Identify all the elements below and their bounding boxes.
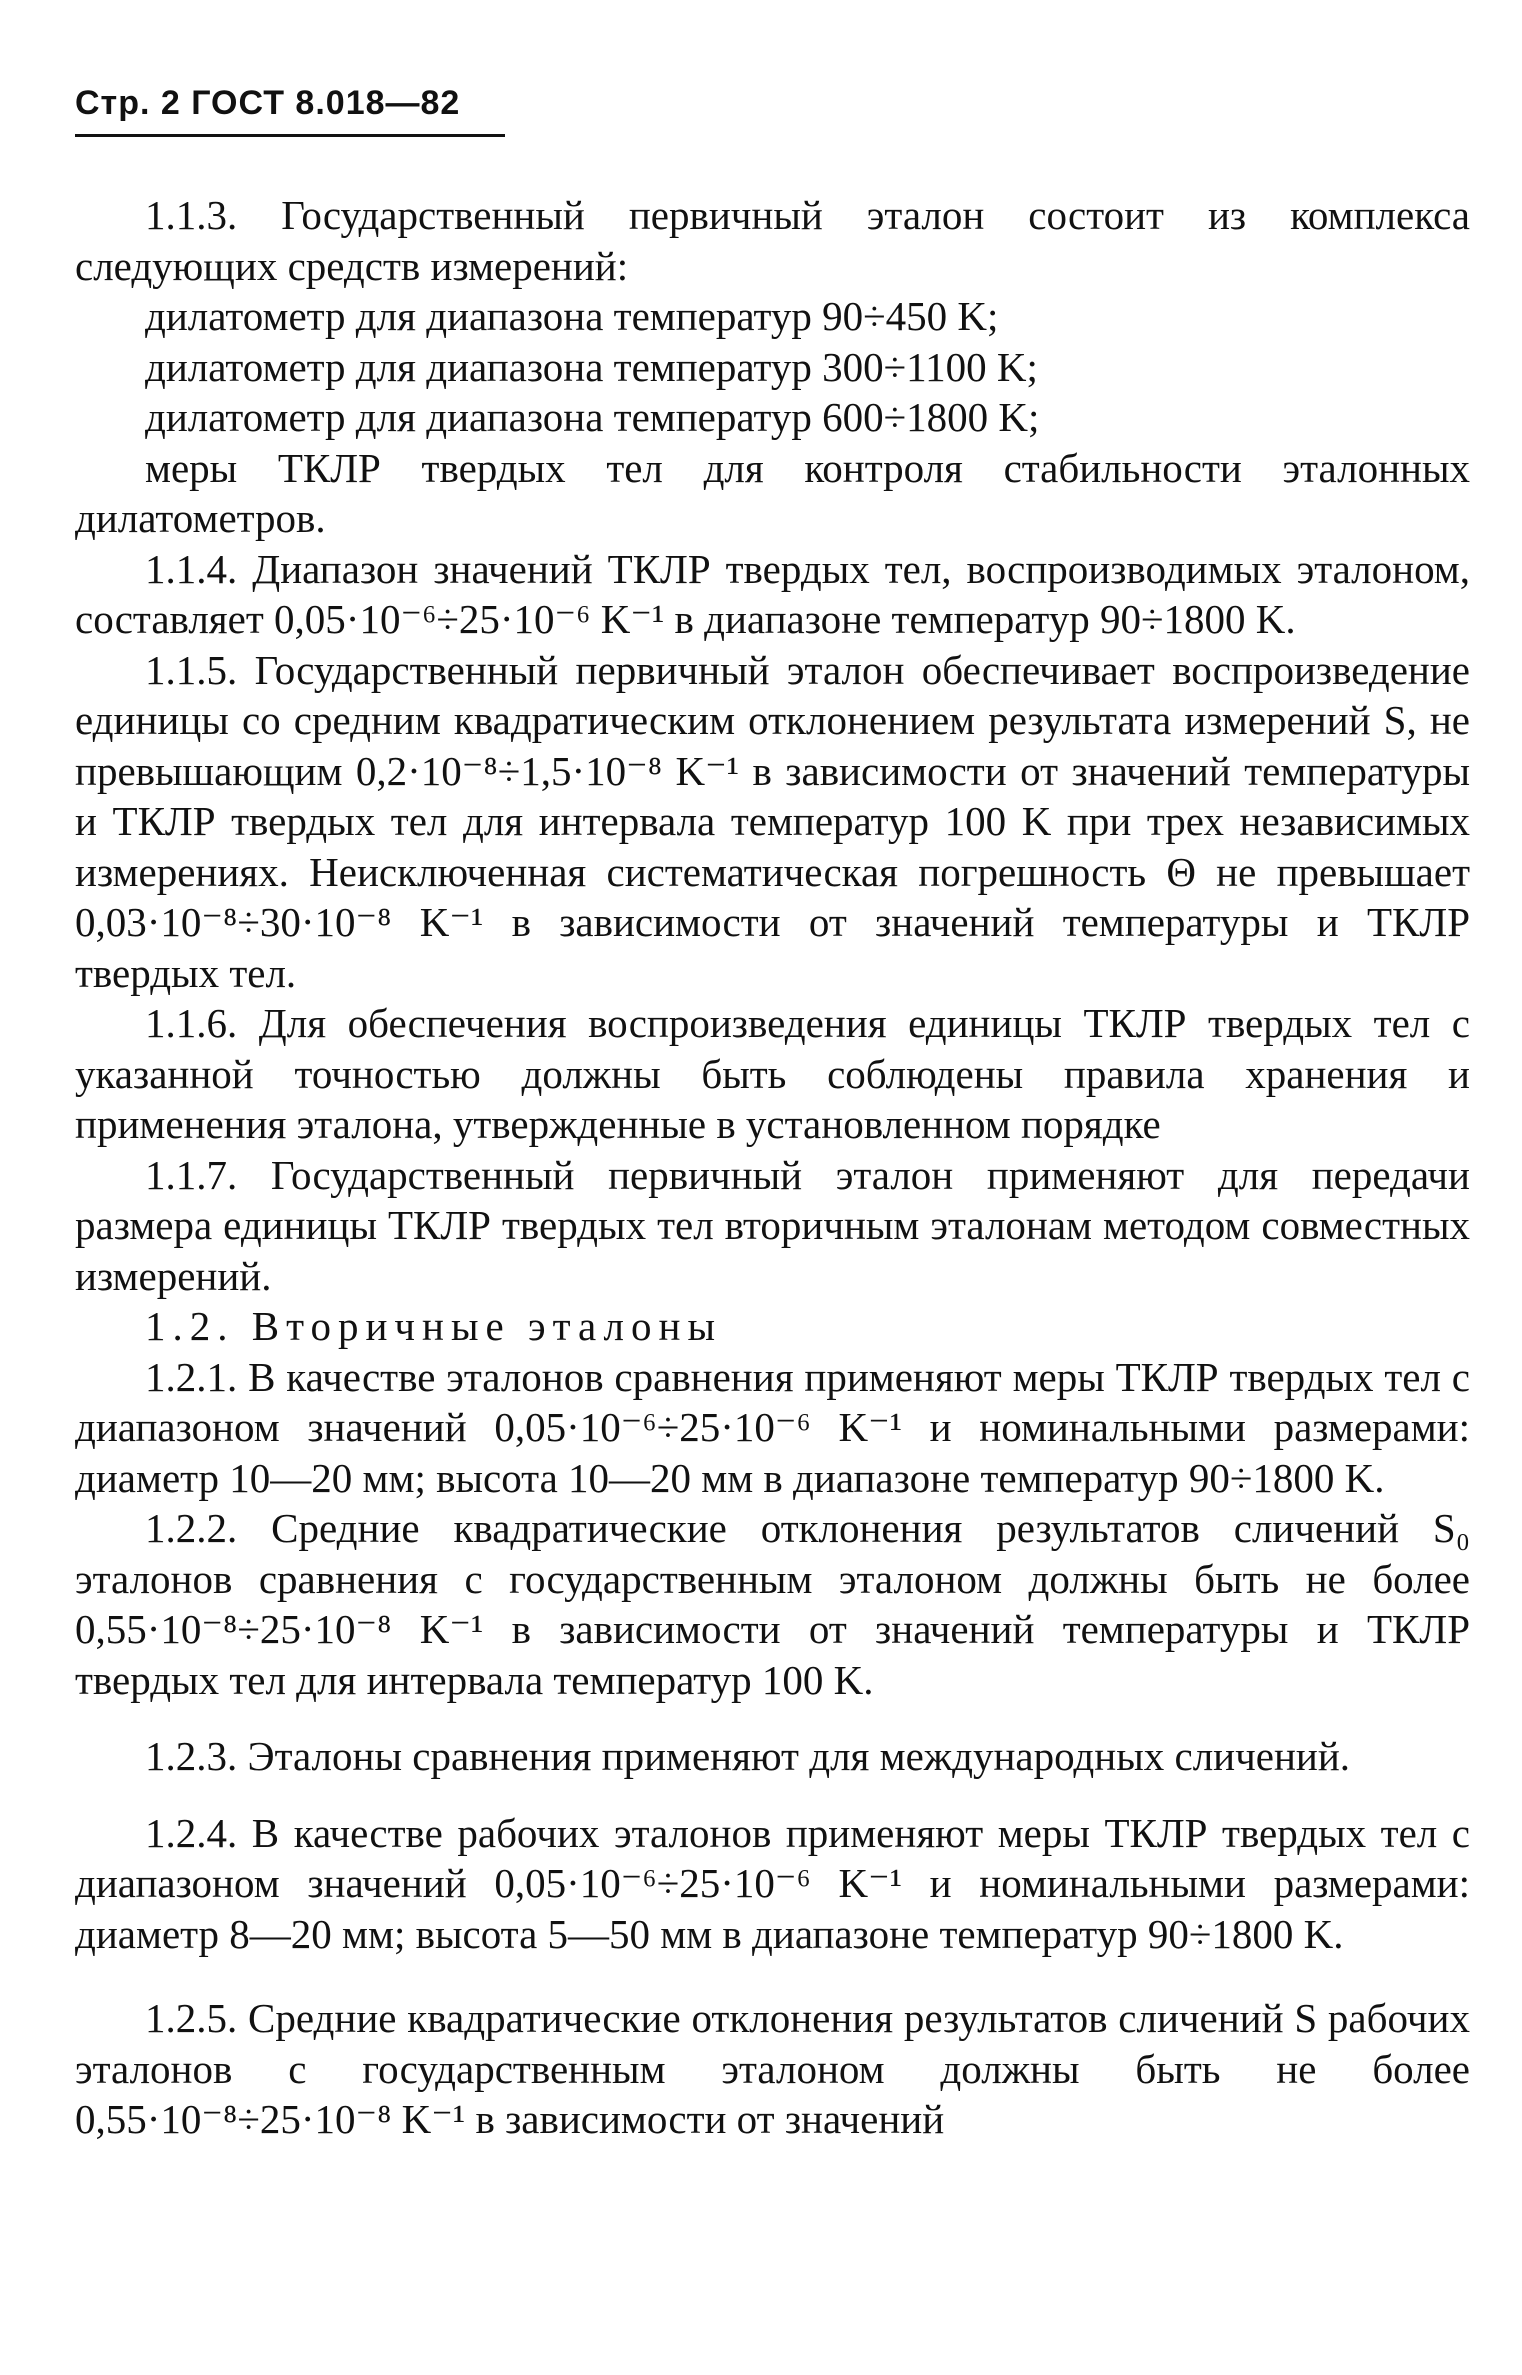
list-item: дилатометр для диапазона температур 300÷1100 K; [145, 343, 1038, 390]
paragraph-1-1-7: 1.1.7. Государственный первичный эталон применяют для передачи размера единицы ТКЛР твердых тел вторичным эталонам методом совместных измерений. [75, 1151, 1470, 1299]
paragraph-1-1-3-last: меры ТКЛР твердых тел для контроля стабильности эталонных дилатометров. [75, 444, 1470, 541]
document-body [75, 190, 1470, 2145]
paragraph-1-1-5: 1.1.5. Государственный первичный эталон обеспечивает воспроизведение единицы со средним квадратическим отклонением результата измерений S, не превышающим 0,2·10⁻⁸÷1,5·10⁻⁸ K⁻¹ в зависимости от значений температуры и ТКЛР твердых тел для интервала температур 100 K при трех независимых измерениях. Неисключенная систематическая погрешность Θ не превышает 0,03·10⁻⁸÷30·10⁻⁸ K⁻¹ в зависимости от значений температуры и ТКЛР твердых тел. [75, 646, 1470, 996]
header-rule [75, 134, 505, 137]
page-label: Стр. 2 [75, 84, 181, 122]
paragraph-1-1-3-intro: 1.1.3. Государственный первичный эталон состоит из комплекса следующих средств измерений: [75, 192, 1470, 289]
paragraph-1-2-2: 1.2.2. Средние квадратические отклонения результатов сличений S₀ эталонов сравнения с государственным эталоном должны быть не более 0,55·10⁻⁸÷25·10⁻⁸ K⁻¹ в зависимости от значений температуры и ТКЛР твердых тел для интервала температур 100 K. [75, 1505, 1470, 1703]
paragraph-1-1-6: 1.1.6. Для обеспечения воспроизведения единицы ТКЛР твердых тел с указанной точностью должны быть соблюдены правила хранения и применения эталона, утвержденные в установленном порядке [75, 1000, 1470, 1147]
document-code: ГОСТ 8.018—82 [191, 84, 461, 122]
section-heading: 1.2. Вторичные эталоны [145, 1303, 722, 1349]
paragraph-1-2-4: 1.2.4. В качестве рабочих эталонов применяют меры ТКЛР твердых тел с диапазоном значений 0,05·10⁻⁶÷25·10⁻⁶ K⁻¹ и номинальными размерами: диаметр 8—20 мм; высота 5—50 мм в диапазоне температур 90÷1800 K. [75, 1809, 1470, 1957]
page-header [75, 84, 460, 123]
list-item: дилатометр для диапазона температур 600÷1800 K; [145, 394, 1040, 440]
paragraph-1-2-3: 1.2.3. Эталоны сравнения применяют для международных сличений. [145, 1733, 1351, 1779]
list-item: дилатометр для диапазона температур 90÷450 K; [145, 293, 999, 339]
paragraph-1-1-4: 1.1.4. Диапазон значений ТКЛР твердых тел, воспроизводимых эталоном, составляет 0,05·10⁻⁶÷25·10⁻⁶ K⁻¹ в диапазоне температур 90÷1800 K. [75, 545, 1470, 642]
paragraph-1-2-1: 1.2.1. В качестве эталонов сравнения применяют меры ТКЛР твердых тел с диапазоном значений 0,05·10⁻⁶÷25·10⁻⁶ K⁻¹ и номинальными размерами: диаметр 10—20 мм; высота 10—20 мм в диапазоне температур 90÷1800 K. [75, 1353, 1470, 1501]
paragraph-1-2-5: 1.2.5. Средние квадратические отклонения результатов сличений S рабочих эталонов с государственным эталоном должны быть не более 0,55·10⁻⁸÷25·10⁻⁸ K⁻¹ в зависимости от значений [75, 1995, 1470, 2142]
